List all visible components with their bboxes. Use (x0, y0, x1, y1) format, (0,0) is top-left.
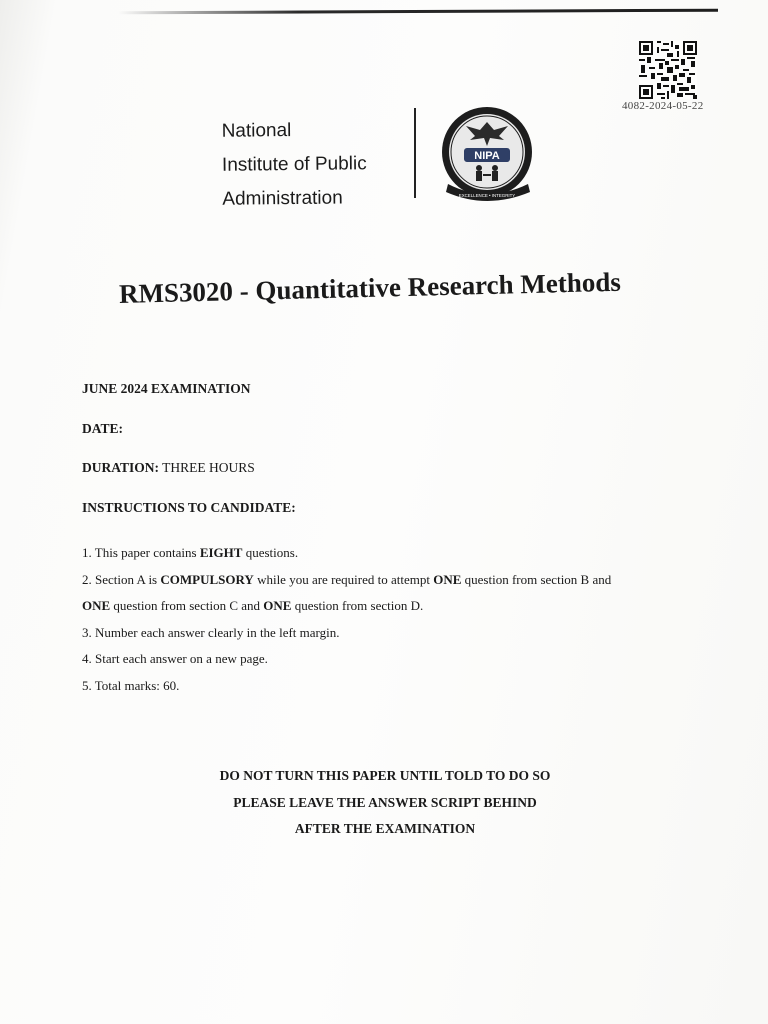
footer-notice-line-1: DO NOT TURN THIS PAPER UNTIL TOLD TO DO SO (219, 768, 551, 783)
instruction-2-text-g: question from section C and (110, 598, 264, 613)
instructions-heading (82, 500, 296, 516)
instruction-2-emphasis-one-b: ONE (433, 571, 462, 587)
exam-duration (82, 460, 255, 476)
duration-label: DURATION: (82, 460, 159, 475)
instruction-2-emphasis-one-c: ONE (82, 598, 111, 613)
instruction-2-emphasis-compulsory: COMPULSORY (160, 571, 254, 587)
header-divider (414, 108, 416, 198)
logo-text: NIPA (474, 150, 500, 162)
institution-name-line-3: Administration (222, 187, 343, 210)
instruction-2-text-c: while you are required to attempt (253, 571, 434, 587)
document-reference-code: 4082-2024-05-22 (622, 100, 704, 112)
nipa-logo-icon (440, 104, 536, 204)
instruction-1-end: questions. (242, 545, 299, 560)
exam-date (82, 421, 123, 437)
instruction-1-text: 1. This paper contains (82, 545, 200, 560)
instruction-2-text-e: question from section B and (461, 571, 612, 587)
footer-notice-line-3: AFTER THE EXAMINATION (294, 821, 476, 836)
duration-value: THREE HOURS (162, 460, 255, 475)
instruction-1 (82, 540, 722, 567)
institution-name-line-2: Institute of Public (221, 153, 367, 176)
footer-notice-line-2: PLEASE LEAVE THE ANSWER SCRIPT BEHIND (233, 794, 537, 810)
exam-session (82, 381, 251, 397)
instruction-2-emphasis-one-d: ONE (263, 598, 292, 613)
logo-motto: EXCELLENCE • INTEGRITY (458, 193, 516, 198)
exam-title: RMS3020 - Quantitative Research Methods (118, 266, 622, 309)
instruction-2-continued (82, 593, 722, 620)
instruction-1-emphasis: EIGHT (199, 545, 243, 560)
paper-edge-shadow (118, 9, 718, 15)
instruction-2-text-a: 2. Section A is (82, 571, 161, 587)
qr-code-icon (636, 41, 700, 99)
institution-name (221, 113, 367, 217)
instruction-2-text-i: question from section D. (291, 598, 424, 613)
date-label: DATE: (82, 421, 124, 436)
footer-notice (150, 763, 620, 843)
institution-name-line-1: National (221, 120, 292, 142)
instruction-3: 3. Number each answer clearly in the left margin. (82, 624, 340, 640)
instruction-4: 4. Start each answer on a new page. (82, 651, 268, 666)
instructions-list (82, 540, 722, 699)
instructions-heading-text: INSTRUCTIONS TO CANDIDATE: (82, 500, 296, 515)
instruction-5: 5. Total marks: 60. (82, 677, 180, 693)
instruction-2 (82, 567, 722, 594)
exam-session-text: JUNE 2024 EXAMINATION (82, 381, 251, 396)
